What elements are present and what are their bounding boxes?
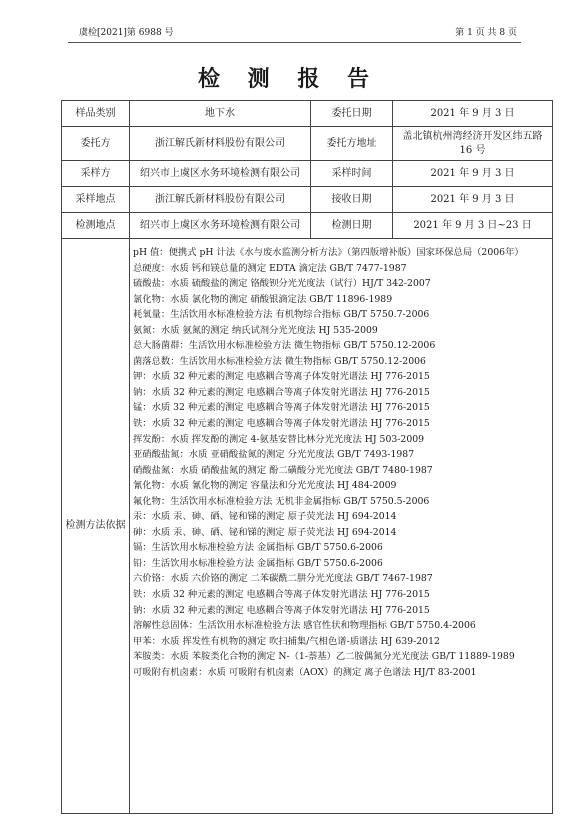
sampler-value: 绍兴市上虞区水务环境检测有限公司: [130, 161, 311, 187]
sample-category-label: 样品类别: [62, 101, 130, 127]
method-line: 挥发酚：水质 挥发酚的测定 4-氨基安替比林分光光度法 HJ 503-2009: [133, 433, 425, 445]
method-line: 溶解性总固体：生活饮用水标准检验方法 感官性状和物理指标 GB/T 5750.4-2006: [133, 620, 476, 632]
sampling-time-value: 2021 年 9 月 3 日: [393, 161, 553, 187]
receipt-date-value: 2021 年 9 月 3 日: [393, 187, 553, 213]
method-line: 铁：水质 32 种元素的测定 电感耦合等离子体发射光谱法 HJ 776-2015: [133, 589, 430, 601]
table-row: [62, 127, 553, 161]
client-label: 委托方: [62, 127, 130, 161]
method-line: 耗氧量：生活饮用水标准检验方法 有机物综合指标 GB/T 5750.7-2006: [133, 309, 430, 321]
method-line: 铁：水质 32 种元素的测定 电感耦合等离子体发射光谱法 HJ 776-2015: [133, 418, 430, 430]
table-row: [62, 161, 553, 187]
test-site-label: 检测地点: [62, 213, 130, 239]
method-line: 钠：水质 32 种元素的测定 电感耦合等离子体发射光谱法 HJ 776-2015: [133, 386, 430, 398]
sampling-site-label: 采样地点: [62, 187, 130, 213]
method-line: 氟化物：生活饮用水标准检验方法 无机非金属指标 GB/T 5750.5-2006: [133, 495, 430, 507]
table-row: [62, 101, 553, 127]
methods-label: 检测方法依据: [62, 239, 130, 814]
method-line: 总硬度：水质 钙和镁总量的测定 EDTA 滴定法 GB/T 7477-1987: [133, 262, 407, 274]
test-date-label: 检测日期: [311, 213, 393, 239]
page-indicator: 第 1 页 共 8 页: [455, 28, 517, 38]
method-line: 苯胺类：水质 苯胺类化合物的测定 N-（1-萘基）乙二胺偶氮分光光度法 GB/T 11889-1989: [133, 651, 515, 663]
page-title: 检 测 报 告: [198, 67, 379, 92]
method-line: 镉：生活饮用水标准检验方法 金属指标 GB/T 5750.6-2006: [133, 542, 383, 554]
method-line: 总大肠菌群：生活饮用水标准检验方法 微生物指标 GB/T 5750.12-2006: [133, 340, 436, 352]
method-line: pH 值：便携式 pH 计法《水与废水监测分析方法》（第四版增补版）国家环保总局（2006年）: [133, 247, 524, 258]
method-line: 硝酸盐氮：水质 硝酸盐氮的测定 酚二磺酸分光光度法 GB/T 7480-1987: [133, 464, 433, 476]
sampling-site-value: 浙江解氏新材料股份有限公司: [130, 187, 311, 213]
method-line: 锰：水质 32 种元素的测定 电感耦合等离子体发射光谱法 HJ 776-2015: [133, 402, 430, 414]
client-address-value: 盖北镇杭州湾经济开发区纬五路 16 号: [393, 127, 553, 161]
method-line: 菌落总数：生活饮用水标准检验方法 微生物指标 GB/T 5750.12-2006: [133, 355, 426, 367]
method-line: 砷：水质 汞、砷、硒、铋和锑的测定 原子荧光法 HJ 694-2014: [133, 526, 397, 538]
sample-category-value: 地下水: [130, 101, 311, 127]
method-line: 氯化物：水质 氯化物的测定 硝酸银滴定法 GB/T 11896-1989: [133, 293, 393, 305]
sampler-label: 采样方: [62, 161, 130, 187]
table-row: [62, 187, 553, 213]
test-site-value: 绍兴市上虞区水务环境检测有限公司: [130, 213, 311, 239]
commission-date-label: 委托日期: [311, 101, 393, 127]
method-line: 汞：水质 汞、砷、硒、铋和锑的测定 原子荧光法 HJ 694-2014: [133, 511, 397, 523]
table-row: [62, 213, 553, 239]
method-line: 铅：生活饮用水标准检验方法 金属指标 GB/T 5750.6-2006: [133, 557, 383, 569]
method-line: 六价铬：水质 六价铬的测定 二苯碳酰二肼分光光度法 GB/T 7467-1987: [133, 573, 433, 585]
method-line: 亚硝酸盐氮：水质 亚硝酸盐氮的测定 分光光度法 GB/T 7493-1987: [133, 449, 415, 461]
report-info-table: [61, 100, 553, 814]
method-line: 氨氮：水质 氨氮的测定 纳氏试剂分光光度法 HJ 535-2009: [133, 324, 378, 336]
client-address-label: 委托方地址: [311, 127, 393, 161]
methods-list: [130, 239, 553, 814]
sampling-time-label: 采样时间: [311, 161, 393, 187]
method-line: 可吸附有机卤素：水质 可吸附有机卤素（AOX）的测定 离子色谱法 HJ/T 83-2001: [133, 666, 477, 678]
method-line: 钠：水质 32 种元素的测定 电感耦合等离子体发射光谱法 HJ 776-2015: [133, 604, 430, 616]
document-number: 虞检[2021]第 6988 号: [79, 28, 174, 38]
client-value: 浙江解氏新材料股份有限公司: [130, 127, 311, 161]
test-date-value: 2021 年 9 月 3 日~23 日: [393, 213, 553, 239]
method-line: 钾：水质 32 种元素的测定 电感耦合等离子体发射光谱法 HJ 776-2015: [133, 371, 430, 383]
method-line: 硫酸盐：水质 硫酸盐的测定 铬酸钡分光光度法（试行）HJ/T 342-2007: [133, 278, 431, 290]
receipt-date-label: 接收日期: [311, 187, 393, 213]
header-divider: [68, 42, 521, 43]
table-row: [62, 239, 553, 814]
method-line: 氰化物：水质 氰化物的测定 容量法和分光光度法 HJ 484-2009: [133, 480, 397, 492]
commission-date-value: 2021 年 9 月 3 日: [393, 101, 553, 127]
method-line: 甲苯：水质 挥发性有机物的测定 吹扫捕集/气相色谱-质谱法 HJ 639-2012: [133, 635, 440, 647]
